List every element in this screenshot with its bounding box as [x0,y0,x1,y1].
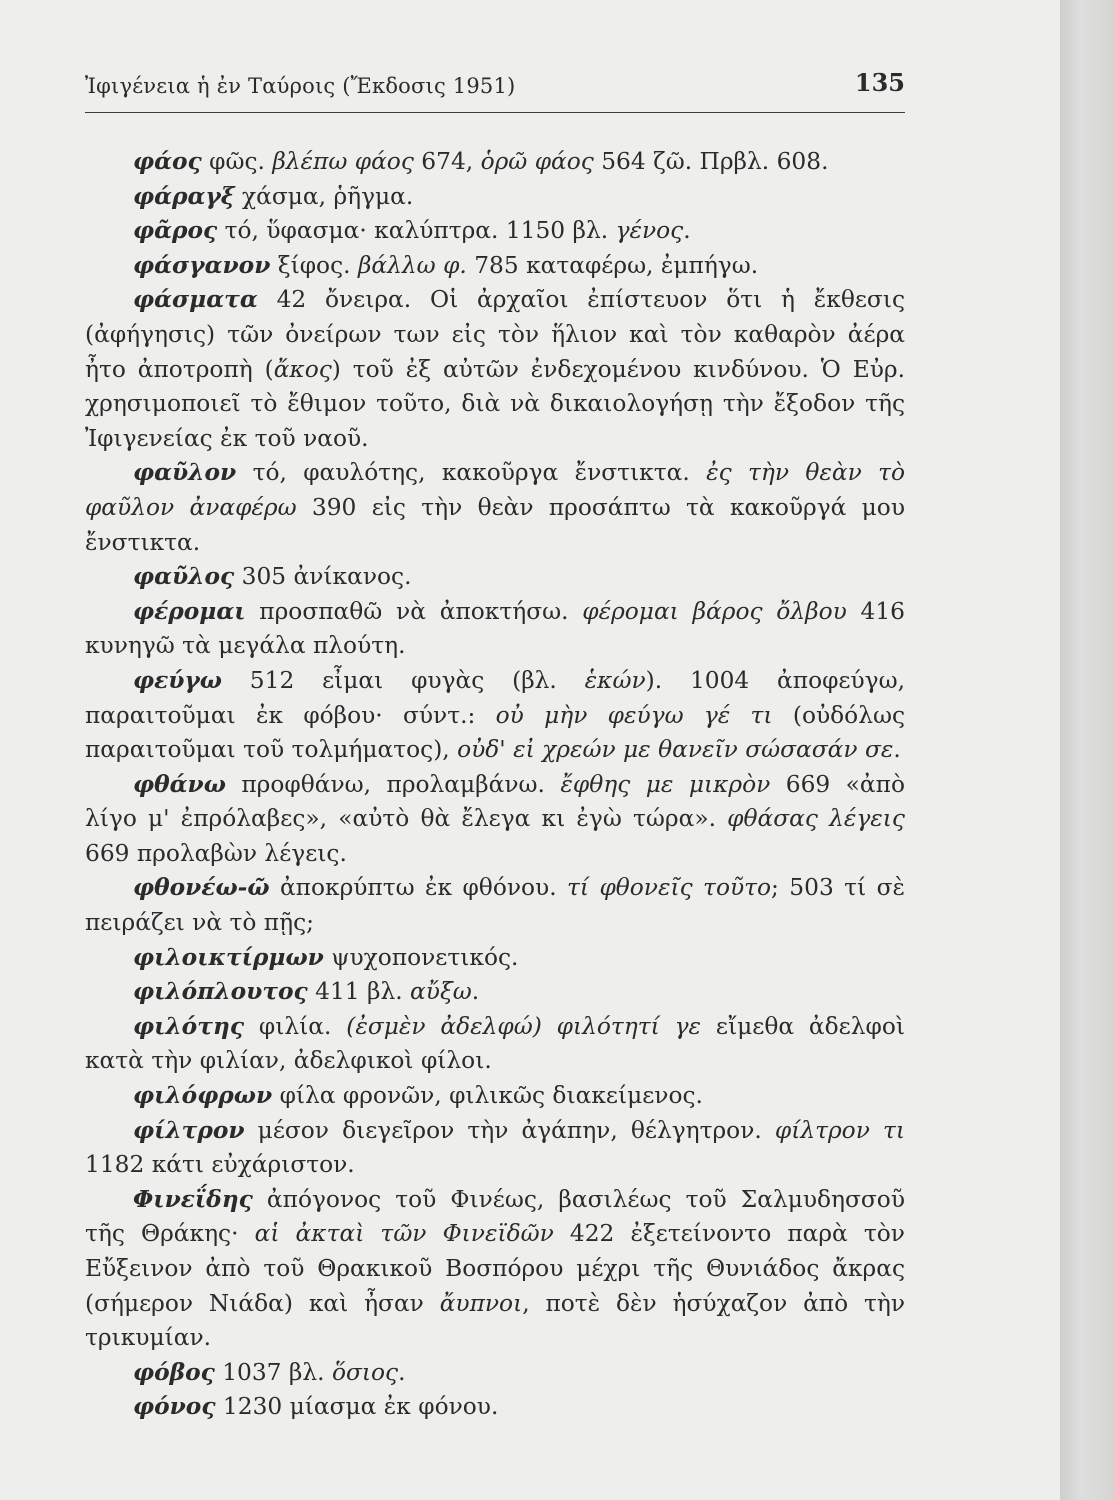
page-edge [1060,0,1113,1500]
entry-text: μέσον διεγεῖρον τὴν ἀγάπην, θέλγητρον. [257,1116,775,1144]
headword: φέρομαι [133,597,246,625]
glossary-entry [85,249,905,284]
headword: φιλόφρων [133,1082,273,1110]
example-phrase: οὐδ' εἰ χρεών με θανεῖν σώσασάν σε [457,736,894,764]
glossary-entry [85,1079,905,1114]
example-phrase: αἱ ἀκταὶ τῶν Φινεϊδῶν [254,1220,554,1248]
example-phrase: τί φθονεῖς τοῦτο [567,874,772,902]
entry-text: τό, φαυλότης, κακοῦργα ἔνστικτα. [252,459,707,487]
example-phrase: φίλτρον τι [774,1116,906,1144]
entry-text: . [398,1358,406,1386]
example-phrase: ὁρῶ φάος [480,148,594,175]
entry-text: φῶς. [209,148,273,175]
glossary-entry [85,214,905,249]
glossary-entry [85,283,905,456]
entry-text: 564 ζῶ. Πρβλ. 608. [593,148,829,175]
headword: φόβος [133,1358,215,1386]
entry-text: τό, ὕφασμα· καλύπτρα. 1150 βλ. [224,217,616,245]
example-phrase: φθάσας λέγεις [727,805,905,833]
headword: φαῦλον [133,459,237,487]
entry-text: . [683,217,691,245]
entry-text: . [893,736,901,764]
example-phrase: γένος [615,217,684,245]
entry-text: 305 ἀνίκανος. [241,563,412,591]
glossary-entry [85,180,905,215]
page-number: 135 [854,68,905,97]
headword: φθάνω [133,770,226,798]
glossary-entries [85,145,905,1425]
glossary-entry [85,664,905,768]
example-phrase: (ἐσμὲν ἀδελφώ) φιλότητί γε [346,1012,702,1040]
example-phrase: ἐς τὴν θεὰν τὸ φαῦλον ἀναφέρω [85,459,905,521]
headword: φθονέω-ῶ [133,874,270,902]
headword: φάραγξ [133,182,235,210]
headword: φάσγανον [133,251,271,279]
example-phrase: βάλλω φ. [357,251,467,279]
entry-text: , ποτὲ δὲν ἡσύχαζον ἀπὸ τὴν τρικυμίαν. [85,1289,905,1352]
glossary-entry [85,1114,905,1183]
entry-text: 42 ὄνειρα. Οἱ ἀρχαῖοι ἐπίστευον ὅτι ἡ ἔκθεσις (ἀφήγησις) τῶν ὀνείρων των εἰς τὸν ἥλιον καὶ τὸν καθαρὸν ἀέρα ἦτο ἀποτροπὴ ( [85,286,906,383]
headword: φαῦλος [133,563,235,591]
example-phrase: φέρομαι βάρος ὄλβου [582,597,847,625]
entry-text: 512 εἶμαι φυγὰς (βλ. [249,666,585,694]
glossary-entry [85,456,905,560]
document-page [85,60,905,1425]
entry-text: φιλία. [258,1012,347,1040]
entry-text: 669 προλαβὼν λέγεις. [85,839,347,867]
glossary-entry [85,1010,905,1079]
example-phrase: βλέπω φάος [272,148,414,175]
running-header [85,60,905,113]
entry-text: ψυχοπονετικός. [331,943,519,971]
entry-text: 416 κυνηγῶ τὰ μεγάλα πλούτη. [85,597,905,660]
headword: φιλοικτίρμων [133,943,324,971]
entry-text: 1182 κάτι εὐχάριστον. [85,1151,355,1179]
entry-text: 422 ἐξετείνοντο παρὰ τὸν Εὔξεινον ἀπὸ τοῦ Θρακικοῦ Βοσπόρου μέχρι τῆς Θυνιάδος ἄκρας (σήμερον Νιάδα) καὶ ἦσαν [85,1220,905,1317]
headword: φίλτρον [133,1116,245,1144]
glossary-entry [85,1356,905,1391]
entry-text: φίλα φρονῶν, φιλικῶς διακείμενος. [279,1082,703,1110]
glossary-entry [85,871,905,940]
example-phrase: ἄυπνοι [439,1289,523,1317]
entry-text: ; 503 τί σὲ πειράζει νὰ τὸ πῇς; [85,874,905,937]
header-title: Ἰφιγένεια ἡ ἐν Ταύροις (Ἔκδοσις 1951) [85,74,516,98]
entry-text: προφθάνω, προλαμβάνω. [241,770,561,798]
glossary-entry [85,768,905,872]
glossary-entry [85,975,905,1010]
headword: φόνος [133,1393,216,1421]
glossary-entry [85,1390,905,1425]
example-phrase: οὐ μὴν φεύγω γέ τι [495,701,773,729]
example-phrase: ὅσιος [331,1358,399,1386]
entry-text: χάσμα, ῥῆγμα. [242,182,414,210]
entry-text: 674, [413,148,481,175]
entry-text: 1230 μίασμα ἐκ φόνου. [222,1393,499,1421]
entry-text: προσπαθῶ νὰ ἀποκτήσω. [259,597,583,625]
glossary-entry [85,595,905,664]
glossary-entry [85,560,905,595]
entry-text: (οὐδόλως παραιτοῦμαι τοῦ τολμήματος), [85,701,905,764]
entry-text: 785 καταφέρω, ἐμπήγω. [466,251,759,279]
glossary-entry [85,1183,905,1356]
example-phrase: ἄκος [273,355,332,383]
headword: φάσματα [133,286,258,314]
entry-text: 1037 βλ. [222,1358,332,1386]
entry-text: 669 «ἀπὸ λίγο μ' ἐπρόλαβες», «αὐτὸ θὰ ἔλεγα κι ἐγὼ τώρα». [85,770,905,833]
headword: φιλόπλουτος [133,978,308,1006]
entry-text: 390 εἰς τὴν θεὰν προσάπτω τὰ κακοῦργά μου ἔνστικτα. [85,493,905,556]
headword: φᾶρος [133,217,218,245]
glossary-entry [85,941,905,976]
headword: Φινεΐδης [133,1185,253,1213]
entry-text: ). 1004 ἀποφεύγω, παραιτοῦμαι ἐκ φόβου· σύντ.: [85,666,905,729]
example-phrase: ἑκών [584,666,646,694]
example-phrase: ἔφθης με μικρὸν [560,770,771,798]
example-phrase: αὔξω [410,978,472,1006]
entry-text: . [471,978,480,1006]
entry-text: ) τοῦ ἐξ αὐτῶν ἐνδεχομένου κινδύνου. Ὁ Εὐρ. χρησιμοποιεῖ τὸ ἔθιμον τοῦτο, διὰ νὰ δικαιολογήσῃ τὴν ἔξοδον τῆς Ἰφιγενείας ἐκ τοῦ ναοῦ. [85,355,905,452]
headword: φεύγω [133,666,222,694]
entry-text: 411 βλ. [315,978,411,1006]
entry-text: εἴμεθα ἀδελφοὶ κατὰ τὴν φιλίαν, ἀδελφικοὶ φίλοι. [85,1012,905,1075]
entry-text: ἀπόγονος τοῦ Φινέως, βασιλέως τοῦ Σαλμυδησσοῦ τῆς Θράκης· [85,1185,905,1248]
glossary-entry [85,145,905,180]
entry-text: ἀποκρύπτω ἐκ φθόνου. [279,874,568,902]
headword: φιλότης [133,1012,245,1040]
entry-text: ξίφος. [277,251,358,279]
headword: φάος [133,148,202,175]
